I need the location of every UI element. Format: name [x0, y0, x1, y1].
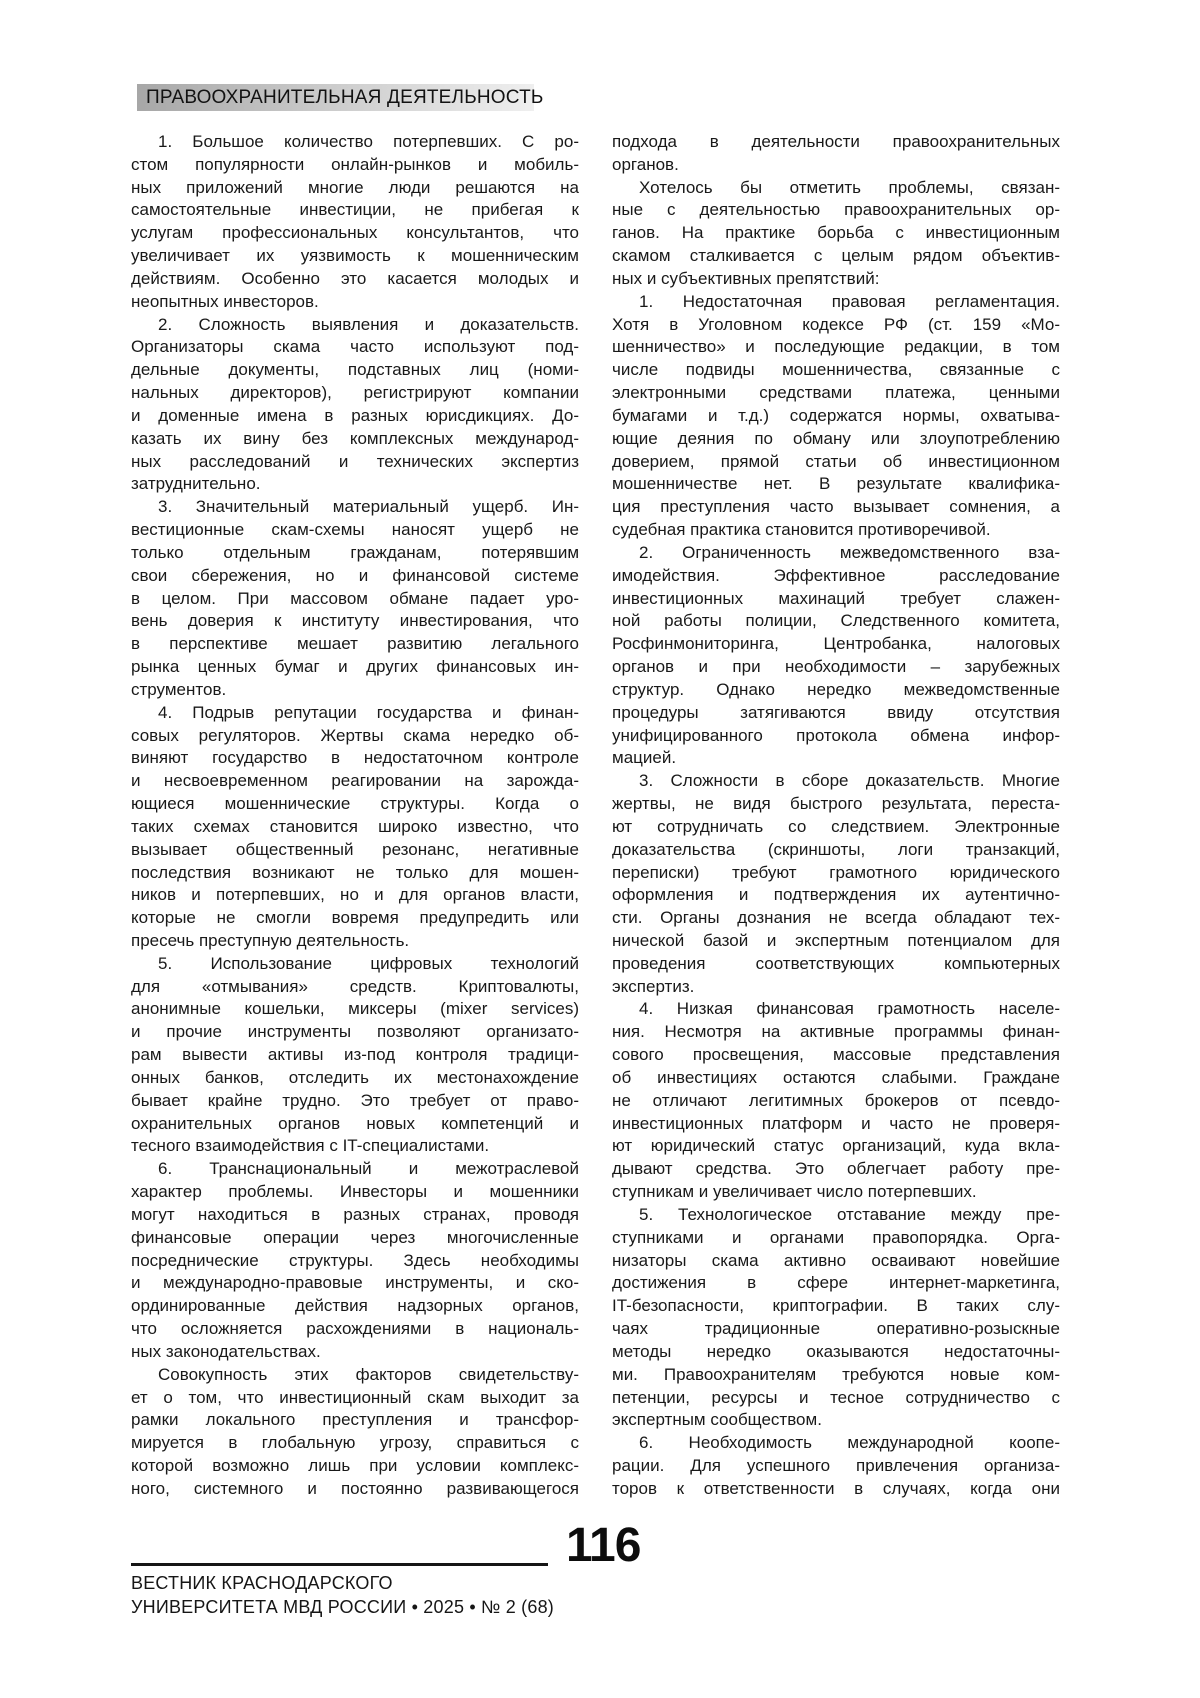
text-line: Хотелось бы отметить проблемы, связан- — [639, 177, 1060, 197]
text-line: анонимные кошельки, миксеры (mixer services) — [131, 999, 579, 1019]
text-line: низаторы скама активно осваивают новейшие — [612, 1250, 1060, 1270]
section-header-label: ПРАВООХРАНИТЕЛЬНАЯ ДЕЯТЕЛЬНОСТЬ — [146, 86, 544, 108]
left-column — [131, 131, 579, 1501]
text-line: имодействия. Эффективное расследование — [612, 565, 1060, 585]
text-line: об инвестициях остаются слабыми. Граждане — [612, 1067, 1060, 1087]
text-line: самостоятельные инвестиции, не прибегая к — [131, 200, 579, 220]
text-line: шенничество» и последующие редакции, в том — [612, 337, 1060, 357]
text-line: органов. — [612, 154, 679, 174]
text-line: характер проблемы. Инвесторы и мошенники — [131, 1182, 579, 1202]
text-line: 3. Сложности в сборе доказательств. Многие — [639, 771, 1060, 791]
text-line: ординированные действия надзорных органов, — [131, 1296, 579, 1316]
text-line: структур. Однако нередко межведомственные — [612, 679, 1060, 699]
text-line: и несвоевременном реагировании на зарожда- — [131, 771, 579, 791]
text-line: числе подвиды мошенничества, связанные с — [612, 360, 1060, 380]
text-line: онных банков, отследить их местонахождение — [131, 1067, 579, 1087]
text-line: совых регуляторов. Жертвы скама нередко об- — [131, 725, 579, 745]
footer-rule — [131, 1563, 548, 1566]
text-line: которые не смогли вовремя предупредить или — [131, 908, 579, 928]
text-line: мацией. — [612, 748, 677, 768]
text-line: ют юридический статус организаций, куда вкла- — [612, 1136, 1060, 1156]
text-line: достижения в сфере интернет-маркетинга, — [612, 1273, 1060, 1293]
text-line: ция преступления часто вызывает сомнения, а — [612, 497, 1060, 517]
text-line: Хотя в Уголовном кодексе РФ (ст. 159 «Мо- — [612, 314, 1060, 334]
journal-name-line2: УНИВЕРСИТЕТА МВД РОССИИ • 2025 • № 2 (68) — [131, 1596, 554, 1617]
text-line: Росфинмониторинга, Центробанка, налоговых — [612, 634, 1060, 654]
text-line: финансовые операции через многочисленные — [131, 1227, 579, 1247]
text-line: электронными средствами платежа, ценными — [612, 383, 1060, 403]
text-line: ной работы полиции, Следственного комитета, — [612, 611, 1060, 631]
text-line: увеличивает их уязвимость к мошенническим — [131, 246, 579, 266]
text-line: охранительных органов новых компетенций и — [131, 1113, 579, 1133]
text-line: 2. Ограниченность межведомственного вза- — [639, 542, 1060, 562]
text-line: 6. Необходимость международной коопе- — [639, 1433, 1060, 1453]
text-line: действиям. Особенно это касается молодых и — [131, 268, 579, 288]
text-line: 5. Технологическое отставание между пре- — [639, 1204, 1060, 1224]
text-line: скамом сталкивается с целым рядом объектив- — [612, 246, 1060, 266]
text-line: 5. Использование цифровых технологий — [158, 953, 579, 973]
text-line: для «отмывания» средств. Криптовалюты, — [131, 976, 579, 996]
journal-name-line1: ВЕСТНИК КРАСНОДАРСКОГО — [131, 1573, 393, 1593]
text-line: ных законодательствах. — [131, 1341, 321, 1361]
text-line: ных расследований и технических экспертиз — [131, 451, 579, 471]
text-line: рамки локального преступления и трансфор- — [131, 1410, 579, 1430]
text-line: могут находиться в разных странах, проводя — [131, 1204, 579, 1224]
text-line: и международно-правовые инструменты, и ско- — [131, 1273, 579, 1293]
text-line: 4. Подрыв репутации государства и финан- — [158, 702, 579, 722]
section-header-bar — [137, 84, 544, 111]
text-line: инвестиционных махинаций требует слажен- — [612, 588, 1060, 608]
text-line: Совокупность этих факторов свидетельству- — [158, 1364, 579, 1384]
text-line: жертвы, не видя быстрого результата, переста- — [612, 794, 1060, 814]
text-line: ступниками и органами правопорядка. Орга- — [612, 1227, 1060, 1247]
text-line: нальных директоров), регистрируют компании — [131, 383, 579, 403]
text-line: неопытных инвесторов. — [131, 291, 319, 311]
text-line: IT-безопасности, криптографии. В таких слу- — [612, 1296, 1060, 1316]
text-line: торов к ответственности в случаях, когда они — [612, 1478, 1060, 1498]
text-line: ния. Несмотря на активные программы финан- — [612, 1022, 1060, 1042]
text-line: рации. Для успешного привлечения организа- — [612, 1456, 1060, 1476]
text-line: 2. Сложность выявления и доказательств. — [158, 314, 579, 334]
text-line: последствия возникают не только для мошен- — [131, 862, 579, 882]
text-line: ников и потерпевших, но и для органов власти, — [131, 885, 579, 905]
text-line: мируется в глобальную угрозу, справиться с — [131, 1433, 579, 1453]
text-line: ющиеся мошеннические структуры. Когда о — [131, 794, 579, 814]
text-line: ных и субъективных препятствий: — [612, 268, 880, 288]
text-line: таких схемах становится широко известно, что — [131, 816, 579, 836]
text-line: 1. Недостаточная правовая регламентация. — [639, 291, 1060, 311]
text-line: бывает крайне трудно. Это требует от право- — [131, 1090, 579, 1110]
text-line: ступникам и увеличивает число потерпевших. — [612, 1182, 977, 1202]
right-column — [612, 131, 1060, 1501]
text-line: которой возможно лишь при условии комплекс- — [131, 1456, 579, 1476]
text-line: переписки) требуют грамотного юридического — [612, 862, 1060, 882]
journal-footer — [131, 1572, 554, 1619]
text-line: рам вывести активы из-под контроля традици- — [131, 1045, 579, 1065]
text-line: дельные документы, подставных лиц (номи- — [131, 360, 579, 380]
text-line: ют сотрудничать со следствием. Электронные — [612, 816, 1060, 836]
text-line: рынка ценных бумаг и других финансовых ин- — [131, 657, 579, 677]
text-line: 4. Низкая финансовая грамотность населе- — [639, 999, 1060, 1019]
text-line: инвестиционных платформ и часто не проверя- — [612, 1113, 1060, 1133]
text-line: услугам профессиональных консультантов, что — [131, 223, 579, 243]
text-line: ных приложений многие люди решаются на — [131, 177, 579, 197]
text-line: свои сбережения, но и финансовой системе — [131, 565, 579, 585]
text-line: бумагами и т.д.) содержатся нормы, охватыва- — [612, 405, 1060, 425]
text-line: и доменные имена в разных юрисдикциях. До- — [131, 405, 579, 425]
text-line: оформления и подтверждения их аутентично- — [612, 885, 1060, 905]
text-line: доказательства (скриншоты, логи транзакций, — [612, 839, 1060, 859]
text-line: 6. Транснациональный и межотраслевой — [158, 1159, 579, 1179]
text-line: в целом. При массовом обмане падает уро- — [131, 588, 579, 608]
text-line: посреднические структуры. Здесь необходимы — [131, 1250, 579, 1270]
text-line: нической базой и экспертным потенциалом для — [612, 930, 1060, 950]
text-line: сового просвещения, массовые представления — [612, 1045, 1060, 1065]
text-line: 1. Большое количество потерпевших. С ро- — [158, 132, 579, 151]
text-columns — [131, 131, 1060, 1501]
text-line: судебная практика становится противоречивой. — [612, 520, 991, 540]
text-line: унифицированного протокола обмена инфор- — [612, 725, 1060, 745]
text-line: затруднительно. — [131, 474, 261, 494]
page-number: 116 — [566, 1519, 641, 1572]
text-line: не отличают легитимных брокеров от псевдо- — [612, 1090, 1060, 1110]
text-line: ного, системного и постоянно развивающегося — [131, 1478, 579, 1498]
text-line: органов и при необходимости – зарубежных — [612, 657, 1060, 677]
text-line: мошенничестве нет. В результате квалифика- — [612, 474, 1060, 494]
text-line: проведения соответствующих компьютерных — [612, 953, 1060, 973]
text-line: и прочие инструменты позволяют организато- — [131, 1022, 579, 1042]
text-line: процедуры затягиваются ввиду отсутствия — [612, 702, 1060, 722]
text-line: вестиционные скам-схемы наносят ущерб не — [131, 520, 579, 540]
text-line: петенции, ресурсы и тесное сотрудничество с — [612, 1387, 1060, 1407]
text-line: чаях традиционные оперативно-розыскные — [612, 1319, 1060, 1339]
text-line: подхода в деятельности правоохранительных — [612, 132, 1060, 151]
text-line: методы нередко оказываются недостаточны- — [612, 1341, 1060, 1361]
text-line: ющие деяния по обману или злоупотреблению — [612, 428, 1060, 448]
text-line: вень доверия к институту инвестирования, что — [131, 611, 579, 631]
text-line: тесного взаимодействия с IT-специалистами. — [131, 1136, 490, 1156]
text-line: ганов. На практике борьба с инвестиционным — [612, 223, 1060, 243]
text-line: что осложняется расхождениями в националь- — [131, 1319, 579, 1339]
text-line: сти. Органы дознания не всегда обладают тех- — [612, 908, 1060, 928]
text-line: пресечь преступную деятельность. — [131, 930, 410, 950]
text-line: ные с деятельностью правоохранительных ор- — [612, 200, 1060, 220]
text-line: доверием, прямой статьи об инвестиционном — [612, 451, 1060, 471]
text-line: Организаторы скама часто используют под- — [131, 337, 579, 357]
text-line: ми. Правоохранителям требуются новые ком- — [612, 1364, 1060, 1384]
text-line: экспертиз. — [612, 976, 695, 996]
text-line: стом популярности онлайн-рынков и мобиль- — [131, 154, 579, 174]
text-line: виняют государство в недостаточном контроле — [131, 748, 579, 768]
text-line: только отдельным гражданам, потерявшим — [131, 542, 579, 562]
text-line: ет о том, что инвестиционный скам выходит за — [131, 1387, 579, 1407]
text-line: 3. Значительный материальный ущерб. Ин- — [158, 497, 579, 517]
text-line: в перспективе мешает развитию легального — [131, 634, 579, 654]
text-line: дывают средства. Это облегчает работу пре- — [612, 1159, 1060, 1179]
text-line: вызывает общественный резонанс, негативные — [131, 839, 579, 859]
text-line: струментов. — [131, 679, 227, 699]
text-line: экспертным сообществом. — [612, 1410, 822, 1430]
text-line: казать их вину без комплексных международ- — [131, 428, 579, 448]
